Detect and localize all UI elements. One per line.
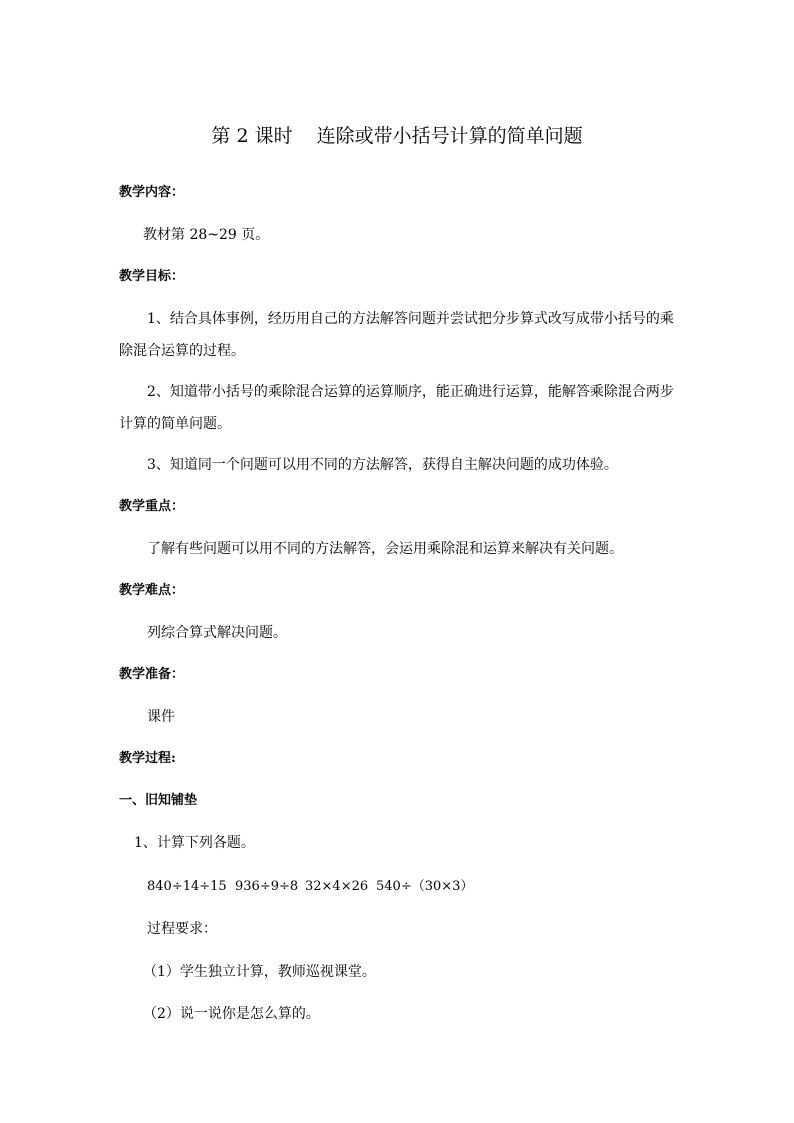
expression-list bbox=[147, 878, 473, 896]
process-heading: 教学过程: bbox=[119, 751, 176, 766]
key-heading: 教学重点： bbox=[119, 499, 185, 514]
prep-heading: 教学准备： bbox=[119, 667, 185, 682]
difficulty-heading: 教学难点： bbox=[119, 583, 185, 598]
difficulty-text: 列综合算式解决问题。 bbox=[147, 625, 287, 641]
step-1: （1）学生独立计算，教师巡视课堂。 bbox=[143, 964, 376, 980]
content-text: 教材第 28~29 页。 bbox=[143, 227, 270, 243]
expression-4: 540÷（30×3） bbox=[376, 879, 474, 894]
goal-1: 1、结合具体事例，经历用自己的方法解答问题并尝试把分步算式改写成带小括号的乘除混合运算的过程。 bbox=[119, 311, 674, 359]
goals-heading: 教学目标： bbox=[119, 269, 185, 284]
content-heading: 教学内容： bbox=[119, 185, 185, 200]
goal-3: 3、知道同一个问题可以用不同的方法解答，获得自主解决问题的成功体验。 bbox=[147, 457, 618, 473]
part-1-heading: 一、旧知铺垫 bbox=[119, 793, 198, 808]
prep-text: 课件 bbox=[147, 709, 175, 725]
requirement-label: 过程要求： bbox=[147, 921, 217, 937]
goal-2: 2、知道带小括号的乘除混合运算的运算顺序，能正确进行运算，能解答乘除混合两步计算的简单问题。 bbox=[119, 384, 674, 432]
lesson-title bbox=[0, 124, 794, 148]
expression-1: 840÷14÷15 bbox=[147, 879, 227, 894]
key-text: 了解有些问题可以用不同的方法解答，会运用乘除混和运算来解决有关问题。 bbox=[147, 541, 623, 557]
step-2: （2）说一说你是怎么算的。 bbox=[143, 1006, 320, 1022]
expression-2: 936÷9÷8 bbox=[235, 879, 299, 894]
item-1: 1、计算下列各题。 bbox=[134, 835, 255, 851]
lesson-topic: 连除或带小括号计算的简单问题 bbox=[316, 125, 583, 147]
expression-3: 32×4×26 bbox=[305, 879, 369, 894]
lesson-number: 第 2 课时 bbox=[211, 125, 293, 147]
